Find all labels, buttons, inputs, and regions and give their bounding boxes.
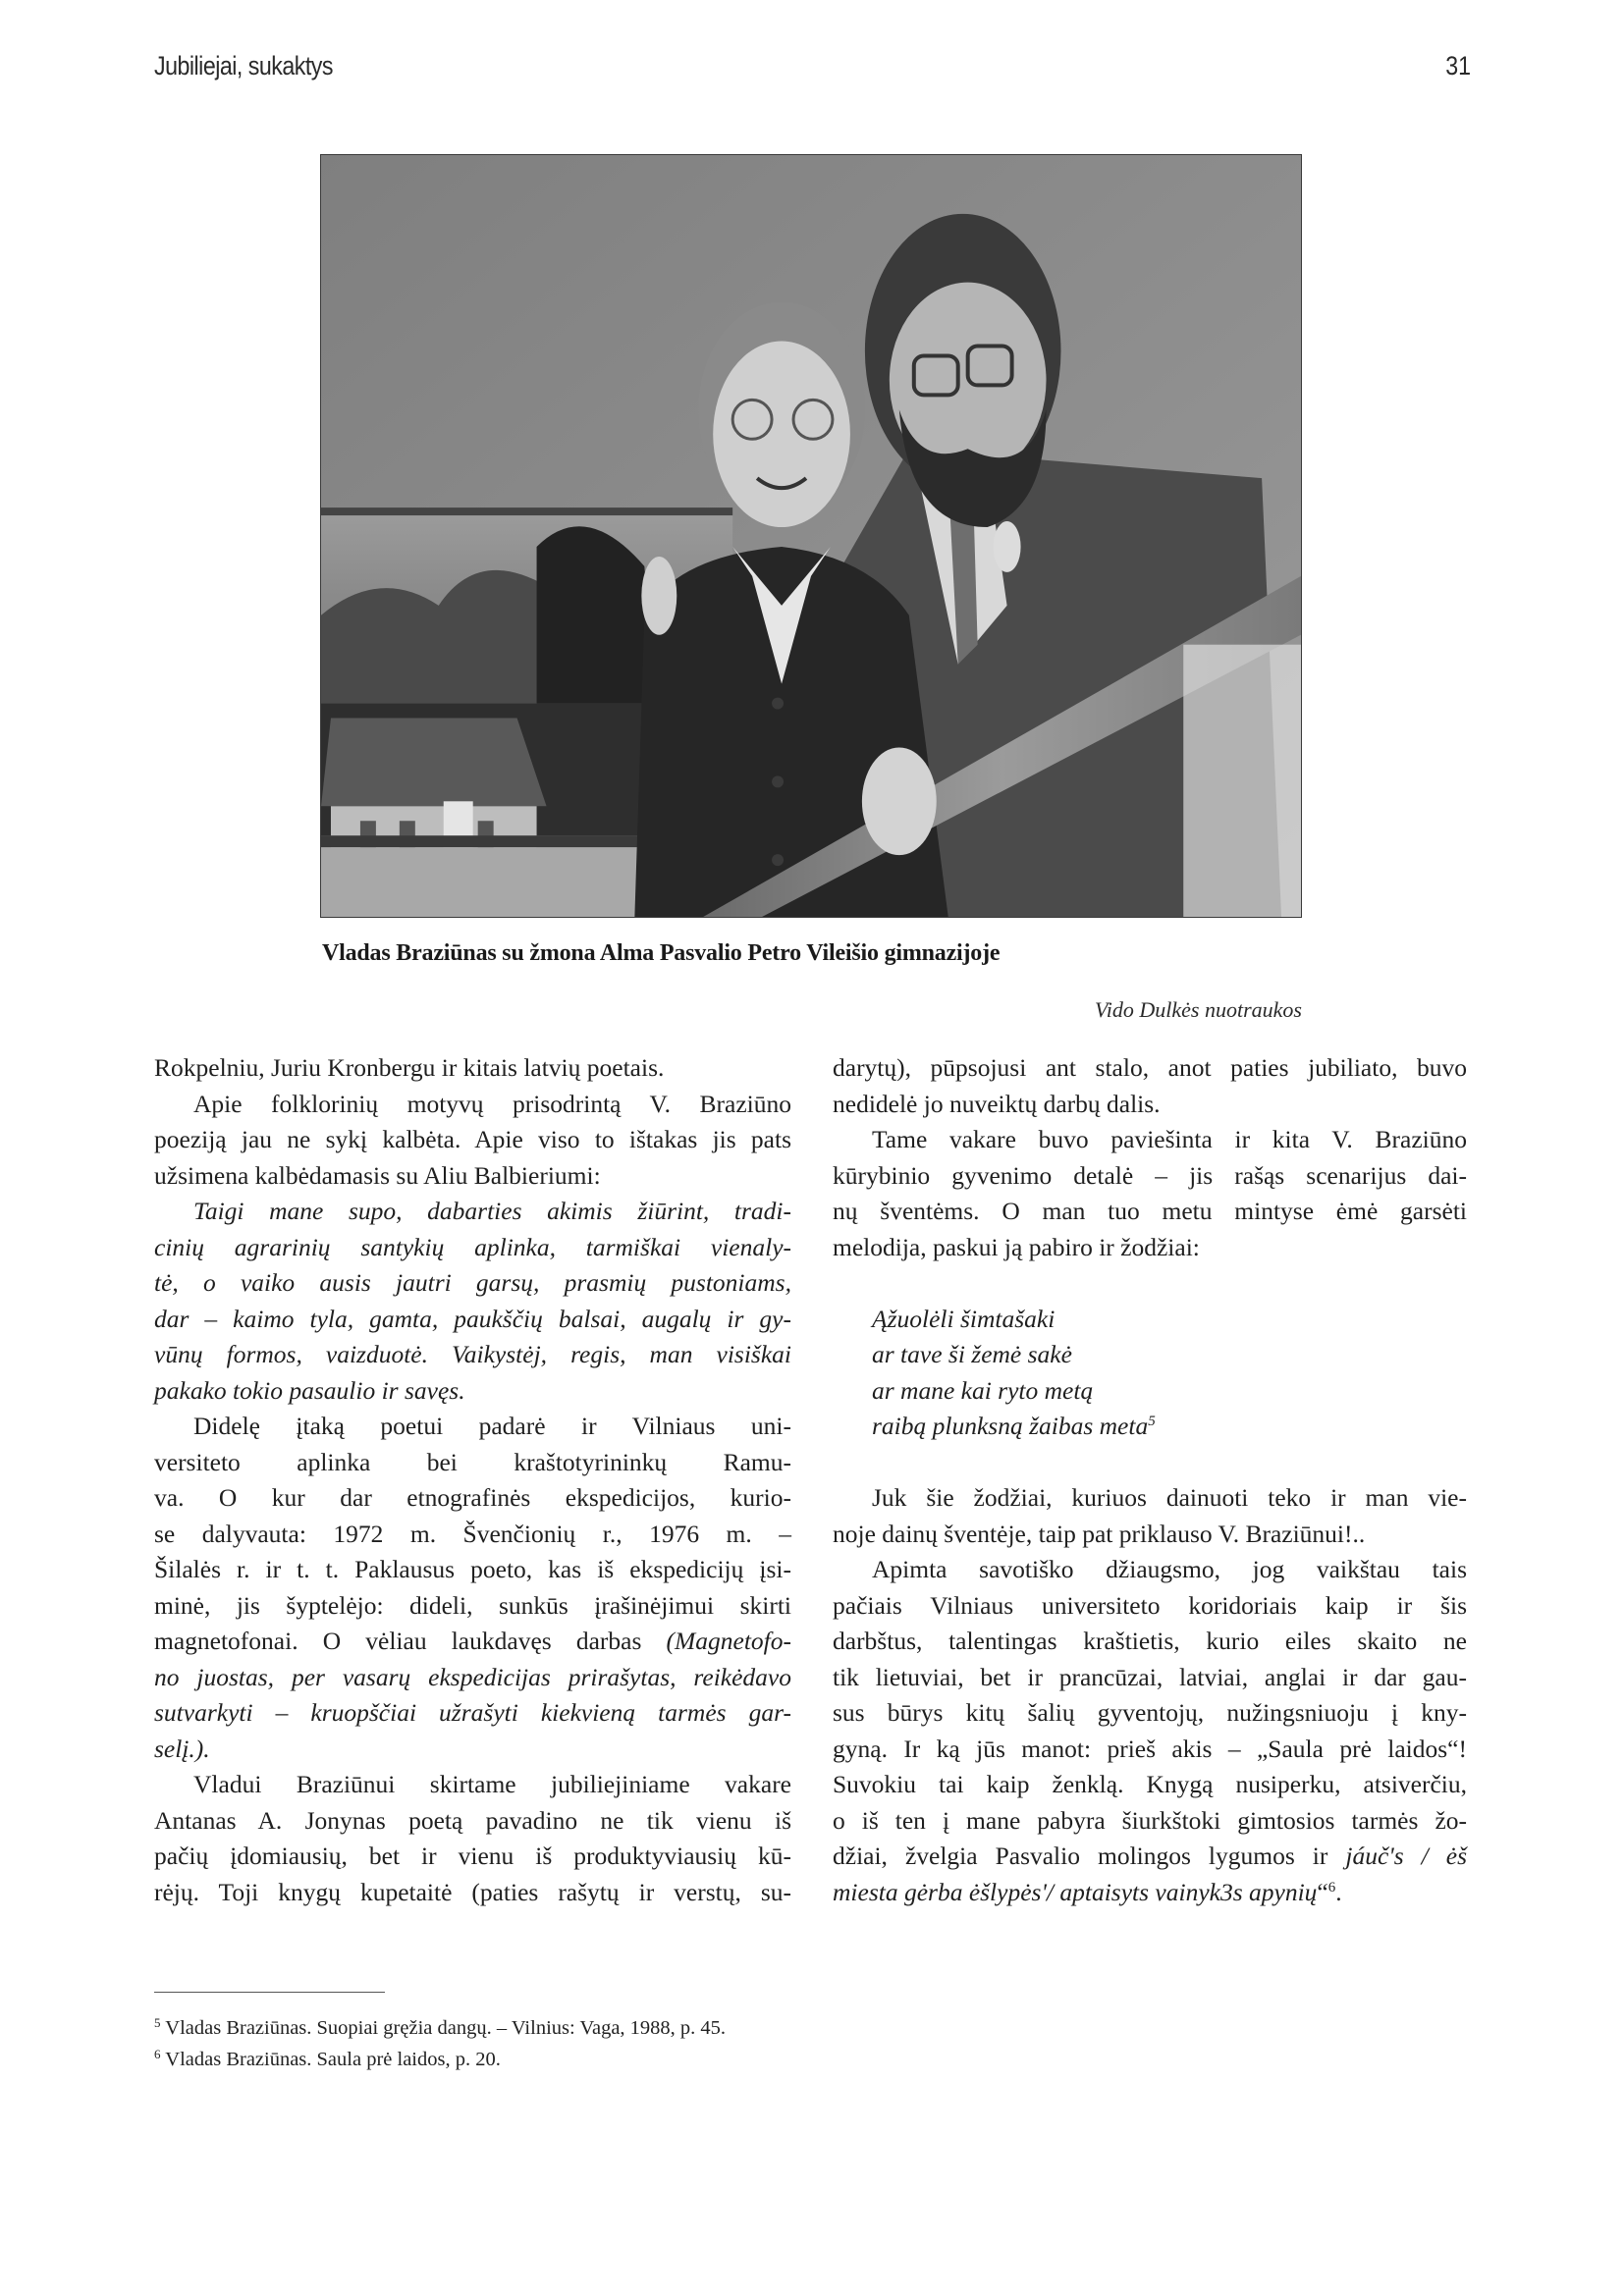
spacer bbox=[833, 1445, 1467, 1481]
quote-line: cinių agrarinių santykių aplinka, tarmiškai vienaly- bbox=[154, 1232, 791, 1261]
footnote-ref[interactable]: 5 bbox=[1148, 1414, 1156, 1429]
footnote-text: Vladas Braziūnas. Suopiai gręžia dangų. – Vilnius: Vaga, 1988, p. 45. bbox=[165, 2017, 727, 2039]
text-segment: džiai, žvelgia Pasvalio molingos lygumos ir bbox=[833, 1842, 1346, 1870]
photo-credit: Vido Dulkės nuotraukos bbox=[1094, 997, 1302, 1022]
italic-segment: jáuč's / ėš bbox=[1345, 1842, 1467, 1870]
text-line: gyną. Ir ką jūs manot: prieš akis – „Saula prė laidos“! bbox=[833, 1734, 1467, 1763]
text-line: Suvokiu tai kaip ženklą. Knygą nusiperku, atsiverčiu, bbox=[833, 1770, 1467, 1798]
page-number: 31 bbox=[1445, 51, 1471, 80]
photo bbox=[320, 154, 1302, 918]
text-line: no juostas, per vasarų ekspedicijas prirašytas, reikėdavo bbox=[154, 1662, 791, 1691]
text-line: selį.). bbox=[154, 1734, 210, 1763]
text-line: užsimena kalbėdamasis su Aliu Balbieriumi: bbox=[154, 1160, 601, 1190]
text-line: Vladui Braziūnui skirtame jubiliejiniame vakare bbox=[193, 1770, 791, 1798]
footnote-text: Vladas Braziūnas. Saula prė laidos, p. 20. bbox=[165, 2049, 501, 2070]
photo-image bbox=[321, 155, 1301, 917]
text-line: pačių įdomiausių, bet ir vienu iš produktyviausių kū- bbox=[154, 1842, 791, 1870]
text-line: noje dainų šventėje, taip pat priklauso V. Braziūnui!.. bbox=[833, 1519, 1366, 1548]
text-line: nedidelė jo nuveiktų darbų dalis. bbox=[833, 1089, 1161, 1118]
text-line: darbštus, talentingas kraštietis, kurio eiles skaito ne bbox=[833, 1627, 1467, 1655]
footnote-5 bbox=[154, 2012, 726, 2044]
right-column bbox=[833, 1050, 1467, 1910]
text-line bbox=[833, 1875, 1467, 1911]
text-line: se dalyvauta: 1972 m. Švenčionių r., 1976 m. – bbox=[154, 1519, 791, 1548]
text-line: Antanas A. Jonynas poetą pavadino ne tik vienu iš bbox=[154, 1805, 791, 1835]
text-line: versiteto aplinka bei kraštotyrininkų Ramu- bbox=[154, 1447, 791, 1476]
italic-segment: miesta gėrba ėšlypės'/ aptaisyts vainyk3s apynių bbox=[833, 1877, 1318, 1906]
verse-line: ar tave ši žemė sakė bbox=[872, 1340, 1072, 1368]
running-head: Jubiliejai, sukaktys bbox=[154, 51, 333, 80]
text-line: Tame vakare buvo paviešinta ir kita V. Braziūno bbox=[872, 1125, 1467, 1153]
left-column bbox=[154, 1050, 791, 1910]
text-line: tik lietuviai, bet ir prancūzai, latviai, anglai ir dar gau- bbox=[833, 1662, 1467, 1691]
footnote-number: 6 bbox=[154, 2047, 161, 2061]
text-line: sus būrys kitų šalių gyventojų, nužingsniuoju į kny- bbox=[833, 1698, 1467, 1727]
text-line: rėjų. Toji knygų kupetaitė (paties rašytų ir verstų, su- bbox=[154, 1877, 791, 1906]
verse-line bbox=[833, 1409, 1467, 1445]
text-line: Juk šie žodžiai, kuriuos dainuoti teko ir man vie- bbox=[872, 1483, 1467, 1512]
text-line bbox=[154, 1624, 791, 1660]
figure-caption: Vladas Braziūnas su žmona Alma Pasvalio Petro Vileišio gimnazijoje bbox=[322, 940, 1001, 966]
verse-line: Ąžuolėli šimtašaki bbox=[872, 1304, 1056, 1333]
text-line: Didelę įtaką poetui padarė ir Vilniaus uni- bbox=[193, 1412, 791, 1440]
footnote-number: 5 bbox=[154, 2015, 161, 2030]
quote-line: pakako tokio pasaulio ir savęs. bbox=[154, 1375, 465, 1405]
quote-line: Taigi mane supo, dabarties akimis žiūrint, tradi- bbox=[193, 1197, 791, 1225]
italic-segment: (Magnetofo- bbox=[666, 1627, 791, 1655]
quote-line: tė, o vaiko ausis jautri garsų, prasmių pustoniams, bbox=[154, 1268, 791, 1297]
text-line: Rokpelniu, Juriu Kronbergu ir kitais latvių poetais. bbox=[154, 1053, 665, 1082]
verse-line: ar mane kai ryto metą bbox=[872, 1375, 1094, 1405]
text-line: minė, jis šyptelėjo: dideli, sunkūs įrašinėjimui skirti bbox=[154, 1590, 791, 1620]
text-line: sutvarkyti – kruopščiai užrašyti kiekvieną tarmės gar- bbox=[154, 1698, 791, 1727]
footnote-6 bbox=[154, 2044, 726, 2075]
text-line: darytų), pūpsojusi ant stalo, anot paties jubiliato, buvo bbox=[833, 1053, 1467, 1082]
period: . bbox=[1335, 1877, 1342, 1906]
text-line: poeziją jau ne sykį kalbėta. Apie viso to ištakas jis pats bbox=[154, 1125, 791, 1153]
verse bbox=[833, 1302, 1467, 1445]
text-line: melodija, paskui ją pabiro ir žodžiai: bbox=[833, 1232, 1200, 1261]
text-line: o iš ten į mane pabyra šiurkštoki gimtosios tarmės žo- bbox=[833, 1805, 1467, 1835]
spacer bbox=[833, 1265, 1467, 1302]
text-line: Apie folklorinių motyvų prisodrintą V. Braziūno bbox=[193, 1089, 791, 1118]
text-line: nų šventėms. O man tuo metu mintyse ėmė garsėti bbox=[833, 1197, 1467, 1225]
close-quote: “ bbox=[1317, 1877, 1328, 1906]
quote-line: vūnų formos, vaizduotė. Vaikystėj, regis, man visiškai bbox=[154, 1340, 791, 1368]
text-line: pačiais Vilniaus universiteto koridoriais kaip ir šis bbox=[833, 1590, 1467, 1620]
footnote-divider bbox=[154, 1992, 385, 1993]
text-line: va. O kur dar etnografinės ekspedicijos, kurio- bbox=[154, 1483, 791, 1512]
text-line: Šilalės r. ir t. t. Paklausus poeto, kas iš ekspedicijų įsi- bbox=[154, 1555, 791, 1583]
quote-line: dar – kaimo tyla, gamta, paukščių balsai, augalų ir gy- bbox=[154, 1304, 791, 1333]
text-line: kūrybinio gyvenimo detalė – jis rašąs scenarijus dai- bbox=[833, 1160, 1467, 1190]
text-segment: magnetofonai. O vėliau laukdavęs darbas bbox=[154, 1627, 667, 1655]
footnotes bbox=[154, 2012, 726, 2075]
footnote-ref[interactable]: 6 bbox=[1327, 1879, 1336, 1896]
text-line bbox=[833, 1839, 1467, 1875]
verse-text: raibą plunksną žaibas meta bbox=[872, 1412, 1149, 1440]
text-line: Apimta savotiško džiaugsmo, jog vaikštau tais bbox=[872, 1555, 1467, 1583]
